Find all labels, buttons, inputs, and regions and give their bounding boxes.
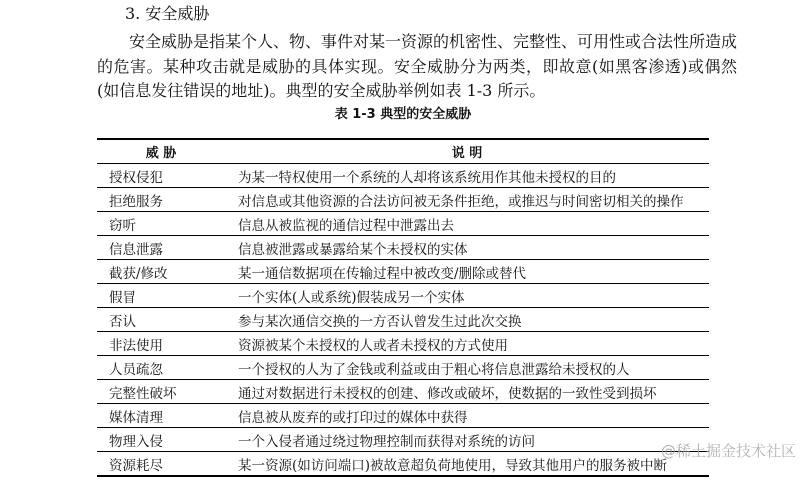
threat-cell: 假冒 [97, 284, 225, 308]
description-cell: 为某一特权使用一个系统的人却将该系统用作其他未授权的目的 [225, 164, 709, 188]
threat-cell: 资源耗尽 [97, 452, 225, 477]
description-cell: 一个实体(人或系统)假装成另一个实体 [225, 284, 709, 308]
table-row [97, 260, 709, 284]
table-row [97, 188, 709, 212]
description-cell: 信息从被监视的通信过程中泄露出去 [225, 212, 709, 236]
table-header-row [97, 139, 709, 164]
intro-paragraph: 安全威胁是指某个人、物、事件对某一资源的机密性、完整性、可用性或合法性所造成的危害。某种攻击就是威胁的具体实现。安全威胁分为两类，即故意(如黑客渗透)或偶然(如信息发往错误的地址)。典型的安全威胁举例如表 1-3 所示。 [97, 32, 738, 100]
threat-cell: 截获/修改 [97, 260, 225, 284]
description-cell: 资源被某个未授权的人或者未授权的方式使用 [225, 332, 709, 356]
header-threat: 威 胁 [97, 139, 225, 164]
threat-cell: 物理入侵 [97, 428, 225, 452]
table-row [97, 236, 709, 260]
table-row [97, 404, 709, 428]
description-cell: 参与某次通信交换的一方否认曾发生过此次交换 [225, 308, 709, 332]
threat-cell: 授权侵犯 [97, 164, 225, 188]
threat-cell: 拒绝服务 [97, 188, 225, 212]
threat-cell: 信息泄露 [97, 236, 225, 260]
description-cell: 某一资源(如访问端口)被故意超负荷地使用，导致其他用户的服务被中断 [225, 452, 709, 477]
threat-cell: 否认 [97, 308, 225, 332]
description-cell: 通过对数据进行未授权的创建、修改或破坏，使数据的一致性受到损坏 [225, 380, 709, 404]
description-cell: 信息被泄露或暴露给某个未授权的实体 [225, 236, 709, 260]
table-row [97, 356, 709, 380]
table-row [97, 380, 709, 404]
section-heading: 3. 安全威胁 [125, 4, 210, 23]
watermark: @稀土掘金技术社区 [660, 442, 796, 460]
table-row [97, 332, 709, 356]
table-row [97, 164, 709, 188]
description-cell: 对信息或其他资源的合法访问被无条件拒绝，或推迟与时间密切相关的操作 [225, 188, 709, 212]
table-row [97, 308, 709, 332]
threat-cell: 非法使用 [97, 332, 225, 356]
description-cell: 一个入侵者通过绕过物理控制而获得对系统的访问 [225, 428, 709, 452]
table-row [97, 452, 709, 477]
table-row [97, 284, 709, 308]
threat-cell: 完整性破坏 [97, 380, 225, 404]
threat-cell: 人员疏忽 [97, 356, 225, 380]
description-cell: 某一通信数据项在传输过程中被改变/删除或替代 [225, 260, 709, 284]
header-description: 说 明 [225, 139, 709, 164]
threats-table [97, 138, 709, 477]
table-row [97, 212, 709, 236]
table-caption: 表 1-3 典型的安全威胁 [334, 107, 472, 122]
table-row [97, 428, 709, 452]
description-cell: 一个授权的人为了金钱或利益或由于粗心将信息泄露给未授权的人 [225, 356, 709, 380]
threat-cell: 媒体清理 [97, 404, 225, 428]
description-cell: 信息被从废弃的或打印过的媒体中获得 [225, 404, 709, 428]
threat-cell: 窃听 [97, 212, 225, 236]
